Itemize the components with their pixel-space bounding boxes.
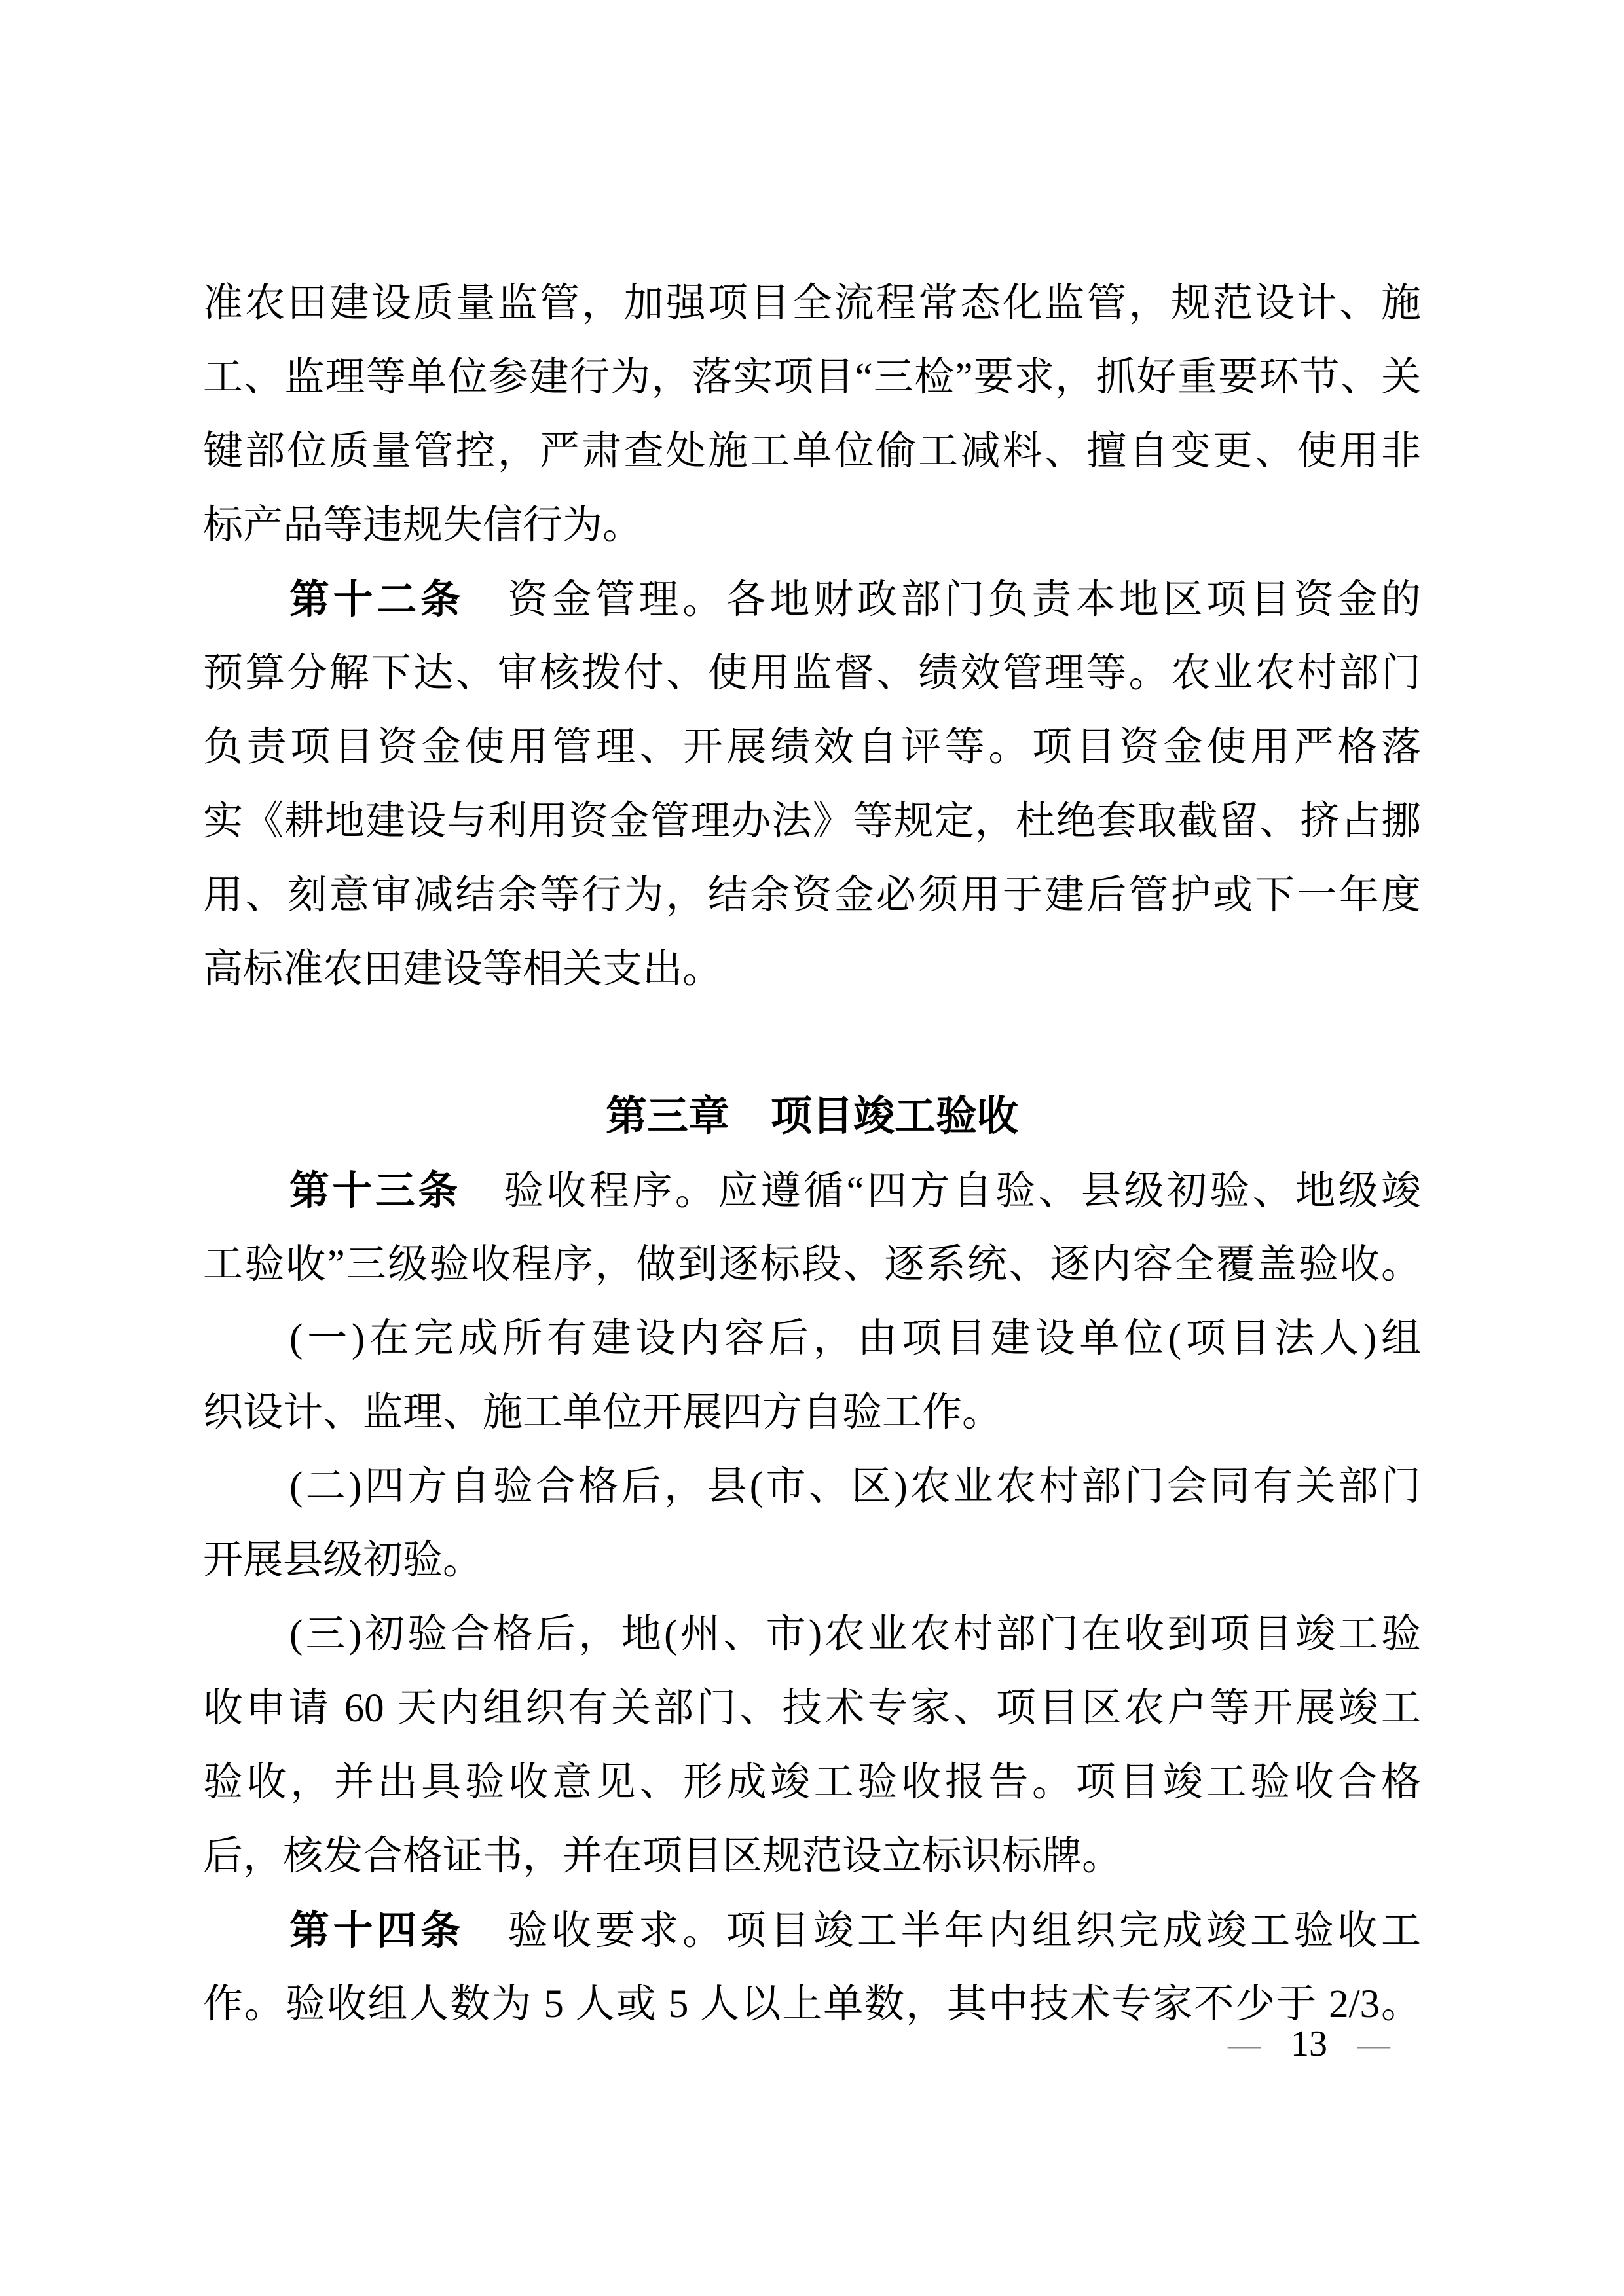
article-number: 第十三条: [289, 1168, 461, 1212]
body-line: [203, 340, 1421, 414]
body-line: [203, 1597, 1421, 1671]
footer-dash-right: —: [1357, 2026, 1390, 2062]
line-text: 实《耕地建设与利用资金管理办法》等规定，杜绝套取截留、挤占挪: [203, 799, 1421, 843]
body-line: [203, 1228, 1421, 1302]
line-text: 开展县级初验。: [203, 1539, 483, 1582]
line-text: 验收要求。项目竣工半年内组织完成竣工验收工: [464, 1909, 1421, 1953]
line-text: 作。验收组人数为 5 人或 5 人以上单数，其中技术专家不少于 2/3。: [203, 1982, 1421, 2026]
line-text: 用、刻意审减结余等行为，结余资金必须用于建后管护或下一年度: [203, 873, 1421, 917]
body-line: [203, 1893, 1421, 1967]
body-line: [203, 1819, 1421, 1893]
line-text: 工、监理等单位参建行为，落实项目“三检”要求，抓好重要环节、关: [203, 355, 1421, 399]
line-text: 验收，并出具验收意见、形成竣工验收报告。项目竣工验收合格: [203, 1760, 1421, 1804]
line-text: (二)四方自验合格后，县(市、区)农业农村部门会同有关部门: [289, 1465, 1421, 1508]
body-line: [203, 784, 1421, 858]
line-text: 准农田建设质量监管，加强项目全流程常态化监管，规范设计、施: [203, 282, 1421, 325]
body-line: [203, 1671, 1421, 1745]
body-line: [203, 710, 1421, 784]
article-number: 第十四条: [289, 1908, 464, 1952]
line-text: 标产品等违规失信行为。: [203, 503, 643, 547]
line-text: 收申请 60 天内组织有关部门、技术专家、项目区农户等开展竣工: [203, 1686, 1421, 1730]
body-line: [203, 266, 1421, 340]
body-line: [203, 932, 1421, 1006]
body-line: [203, 1154, 1421, 1228]
body-line: [203, 1302, 1421, 1376]
body-line: [203, 858, 1421, 932]
line-text: 资金管理。各地财政部门负责本地区项目资金的: [464, 578, 1421, 622]
chapter-heading: 第三章 项目竣工验收: [606, 1093, 1018, 1139]
line-text: 验收程序。应遵循“四方自验、县级初验、地级竣: [460, 1169, 1421, 1213]
body-line: [203, 1523, 1421, 1597]
line-text: 负责项目资金使用管理、开展绩效自评等。项目资金使用严格落: [203, 725, 1421, 769]
body-line: [203, 488, 1421, 562]
line-text: 预算分解下达、审核拨付、使用监督、绩效管理等。农业农村部门: [203, 651, 1421, 695]
line-text: (三)初验合格后，地(州、市)农业农村部门在收到项目竣工验: [289, 1613, 1421, 1656]
text-column: [203, 266, 1421, 2041]
page-number: 13: [1291, 2024, 1327, 2064]
line-text: 高标准农田建设等相关支出。: [203, 947, 723, 991]
page-footer: [1228, 2024, 1390, 2064]
body-line: [203, 414, 1421, 488]
article-number: 第十二条: [289, 577, 464, 621]
line-text: 键部位质量管控，严肃查处施工单位偷工减料、擅自变更、使用非: [203, 429, 1421, 473]
footer-dash-left: —: [1228, 2026, 1261, 2062]
body-line: [203, 562, 1421, 636]
line-text: (一)在完成所有建设内容后，由项目建设单位(项目法人)组: [289, 1317, 1421, 1360]
body-line: [203, 1376, 1421, 1449]
body-line: [203, 1745, 1421, 1819]
line-text: 织设计、监理、施工单位开展四方自验工作。: [203, 1391, 1003, 1434]
body-line: [203, 1449, 1421, 1523]
body-line: [203, 636, 1421, 710]
line-text: 工验收”三级验收程序，做到逐标段、逐系统、逐内容全覆盖验收。: [203, 1243, 1421, 1286]
line-text: 后，核发合格证书，并在项目区规范设立标识标牌。: [203, 1834, 1122, 1878]
